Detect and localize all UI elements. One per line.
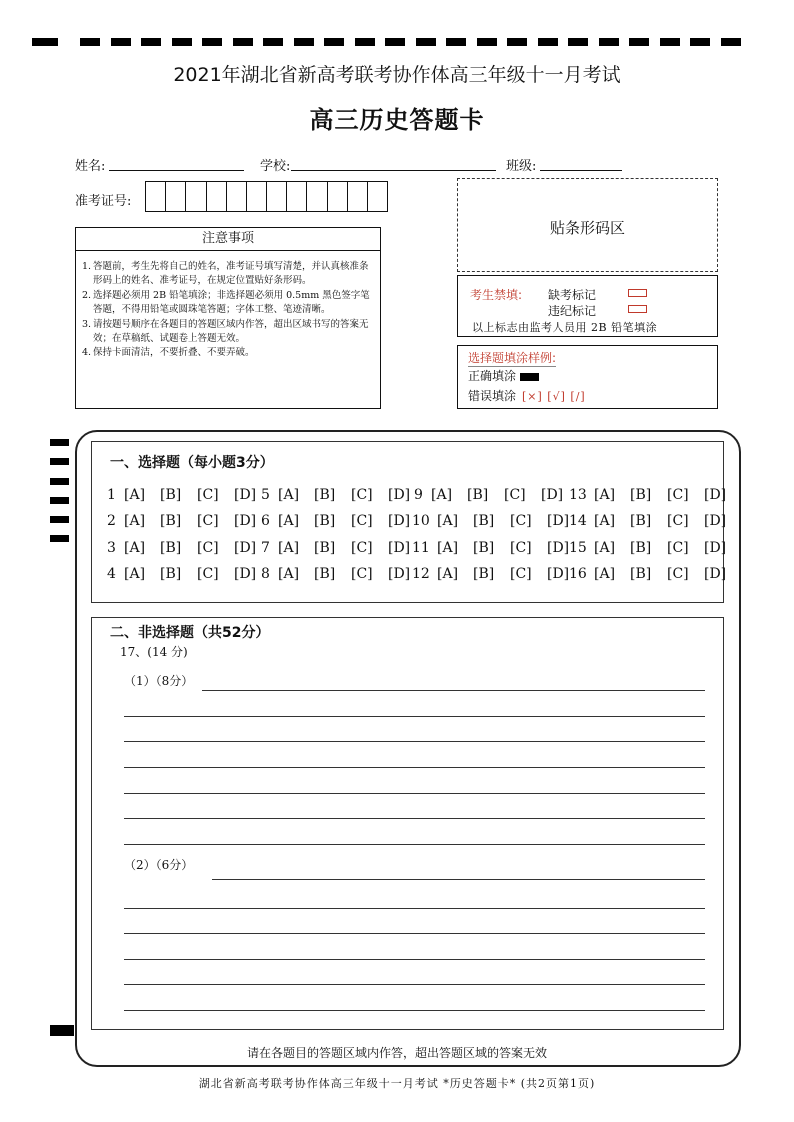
- choice-bubble[interactable]: [B]: [473, 566, 495, 582]
- wrong-fill-row: [468, 387, 586, 404]
- notice-item: 4. 保持卡面清洁，不要折叠、不要弄破。: [82, 347, 255, 359]
- fill-sample-box: [457, 345, 718, 409]
- question-number: 10: [412, 513, 430, 529]
- timing-mark-top: [172, 38, 192, 46]
- exam-id-digit[interactable]: [287, 182, 307, 211]
- timing-mark-top: [477, 38, 497, 46]
- multiple-choice-title: 一、选择题（每小题3分）: [110, 455, 274, 471]
- timing-mark-top: [385, 38, 405, 46]
- choice-bubble[interactable]: [D]: [234, 566, 257, 582]
- exam-id-digit[interactable]: [328, 182, 348, 211]
- proctor-marks-note: 以上标志由监考人员用 2B 铅笔填涂: [472, 321, 658, 334]
- answer-line[interactable]: [124, 793, 705, 794]
- filled-mark-icon: [520, 373, 539, 381]
- timing-mark-top: [446, 38, 466, 46]
- notice-item: 2. 选择题必须用 2B 铅笔填涂；非选择题必须用 0.5mm 黑色签字笔答题，不得用铅笔或圆珠笔答题；字体工整、笔迹清晰。: [82, 289, 370, 316]
- choice-bubble[interactable]: [A]: [278, 487, 300, 503]
- choice-bubble[interactable]: [D]: [704, 540, 727, 556]
- page-footer: 湖北省新高考联考协作体高三年级十一月考试 *历史答题卡* (共2页第1页): [198, 1077, 596, 1090]
- proctor-marks-box: [457, 275, 718, 337]
- exam-id-digit[interactable]: [267, 182, 287, 211]
- proctor-marks-title: 考生禁填:: [470, 288, 523, 302]
- answer-line[interactable]: [124, 1010, 705, 1011]
- choice-bubble[interactable]: [C]: [351, 566, 373, 582]
- name-label: 姓名:: [75, 159, 106, 174]
- exam-id-label: 准考证号:: [75, 194, 132, 209]
- choice-bubble[interactable]: [B]: [314, 540, 336, 556]
- class-field[interactable]: [540, 170, 622, 171]
- choice-bubble[interactable]: [A]: [594, 540, 616, 556]
- choice-bubble[interactable]: [B]: [473, 513, 495, 529]
- choice-bubble[interactable]: [A]: [124, 487, 146, 503]
- choice-bubble[interactable]: [D]: [547, 540, 570, 556]
- choice-bubble[interactable]: [A]: [437, 540, 459, 556]
- absent-mark-box[interactable]: [628, 289, 647, 297]
- timing-mark-left: [50, 439, 69, 446]
- timing-mark-top: [599, 38, 619, 46]
- timing-mark-top: [568, 38, 588, 46]
- exam-id-digit[interactable]: [307, 182, 327, 211]
- question-number: 16: [569, 566, 587, 582]
- question-number: 1: [107, 487, 116, 503]
- choice-bubble[interactable]: [B]: [314, 566, 336, 582]
- choice-bubble[interactable]: [D]: [704, 487, 727, 503]
- choice-bubble[interactable]: [B]: [630, 487, 652, 503]
- choice-bubble[interactable]: [C]: [197, 566, 219, 582]
- exam-id-digit[interactable]: [368, 182, 387, 211]
- question-number: 7: [261, 540, 270, 556]
- school-field[interactable]: [291, 170, 496, 171]
- class-label: 班级:: [506, 159, 537, 174]
- choice-bubble[interactable]: [D]: [388, 540, 411, 556]
- timing-mark-top: [416, 38, 436, 46]
- exam-id-digit[interactable]: [348, 182, 368, 211]
- choice-bubble[interactable]: [B]: [160, 540, 182, 556]
- choice-bubble[interactable]: [C]: [197, 513, 219, 529]
- timing-mark-top: [80, 38, 100, 46]
- exam-id-digit[interactable]: [146, 182, 166, 211]
- choice-bubble[interactable]: [D]: [704, 513, 727, 529]
- choice-bubble[interactable]: [A]: [278, 513, 300, 529]
- timing-mark-top: [263, 38, 283, 46]
- choice-bubble[interactable]: [A]: [278, 566, 300, 582]
- choice-bubble[interactable]: [B]: [630, 566, 652, 582]
- choice-bubble[interactable]: [C]: [667, 487, 689, 503]
- answer-line[interactable]: [124, 908, 705, 909]
- timing-mark-left: [50, 535, 69, 542]
- exam-id-digit[interactable]: [227, 182, 247, 211]
- barcode-area: [457, 178, 718, 272]
- exam-id-digit[interactable]: [247, 182, 267, 211]
- notice-item: 1. 答题前，考生先将自己的姓名，准考证号填写清楚，并认真核准条形码上的姓名、准考证号，在规定位置贴好条形码。: [82, 261, 369, 287]
- violation-mark-box[interactable]: [628, 305, 647, 313]
- question-17-part2-label: （2）（6分）: [124, 858, 194, 872]
- choice-bubble[interactable]: [A]: [431, 487, 453, 503]
- school-label: 学校:: [260, 159, 291, 174]
- question-number: 15: [569, 540, 587, 556]
- choice-row: [104, 487, 727, 507]
- answer-area-warning: 请在各题目的答题区域内作答，超出答题区域的答案无效: [246, 1046, 547, 1060]
- answer-line[interactable]: [124, 844, 705, 845]
- question-17-label: 17、(14 分): [120, 645, 188, 659]
- choice-row: [104, 566, 727, 586]
- question-number: 5: [261, 487, 270, 503]
- timing-mark-left: [50, 516, 69, 523]
- timing-mark-top: [629, 38, 649, 46]
- correct-fill-label: 正确填涂: [468, 369, 517, 383]
- timing-mark-top: [294, 38, 314, 46]
- exam-title: 2021年湖北省新高考联考协作体高三年级十一月考试: [173, 64, 621, 86]
- timing-mark-top: [202, 38, 222, 46]
- timing-mark-top: [141, 38, 161, 46]
- choice-bubble[interactable]: [D]: [704, 566, 727, 582]
- question-number: 6: [261, 513, 270, 529]
- name-field[interactable]: [109, 170, 244, 171]
- answer-line[interactable]: [124, 959, 705, 960]
- answer-line[interactable]: [212, 879, 705, 880]
- choice-bubble[interactable]: [D]: [541, 487, 564, 503]
- choice-bubble[interactable]: [C]: [667, 513, 689, 529]
- question-17-part1-label: （1）（8分）: [124, 674, 194, 688]
- choice-bubble[interactable]: [B]: [467, 487, 489, 503]
- violation-mark-label: 违纪标记: [548, 304, 597, 318]
- choice-bubble[interactable]: [A]: [124, 566, 146, 582]
- written-answer-section: [91, 617, 724, 1030]
- choice-bubble[interactable]: [A]: [124, 513, 146, 529]
- choice-bubble[interactable]: [A]: [124, 540, 146, 556]
- choice-bubble[interactable]: [D]: [547, 513, 570, 529]
- choice-bubble[interactable]: [B]: [160, 487, 182, 503]
- answer-line[interactable]: [124, 716, 705, 717]
- choice-bubble[interactable]: [A]: [594, 566, 616, 582]
- timing-mark-left: [50, 458, 69, 465]
- question-number: 8: [261, 566, 270, 582]
- choice-bubble[interactable]: [B]: [630, 513, 652, 529]
- choice-bubble[interactable]: [A]: [437, 566, 459, 582]
- answer-line[interactable]: [124, 984, 705, 985]
- notice-box: [75, 227, 381, 409]
- choice-bubble[interactable]: [B]: [473, 540, 495, 556]
- notice-title: 注意事项: [76, 228, 380, 251]
- choice-bubble[interactable]: [B]: [160, 513, 182, 529]
- choice-bubble[interactable]: [B]: [314, 513, 336, 529]
- question-number: 11: [412, 540, 430, 556]
- choice-bubble[interactable]: [C]: [510, 566, 532, 582]
- notice-list: [76, 251, 380, 361]
- answer-line[interactable]: [202, 690, 705, 691]
- question-number: 3: [107, 540, 116, 556]
- choice-bubble[interactable]: [C]: [351, 513, 373, 529]
- choice-bubble[interactable]: [D]: [234, 540, 257, 556]
- timing-mark-top: [690, 38, 710, 46]
- choice-bubble[interactable]: [C]: [197, 540, 219, 556]
- timing-mark-left-bottom: [50, 1025, 74, 1036]
- choice-bubble[interactable]: [D]: [234, 513, 257, 529]
- exam-id-boxes[interactable]: [145, 181, 388, 212]
- choice-bubble[interactable]: [C]: [504, 487, 526, 503]
- choice-bubble[interactable]: [D]: [388, 487, 411, 503]
- answer-line[interactable]: [124, 767, 705, 768]
- choice-bubble[interactable]: [C]: [510, 540, 532, 556]
- choice-bubble[interactable]: [A]: [594, 513, 616, 529]
- choice-bubble[interactable]: [A]: [437, 513, 459, 529]
- choice-bubble[interactable]: [A]: [278, 540, 300, 556]
- choice-bubble[interactable]: [B]: [160, 566, 182, 582]
- timing-mark-top: [111, 38, 131, 46]
- multiple-choice-section: [91, 441, 727, 603]
- timing-mark-top: [324, 38, 344, 46]
- timing-mark-top: [233, 38, 253, 46]
- choice-bubble[interactable]: [C]: [351, 487, 373, 503]
- question-number: 14: [569, 513, 587, 529]
- timing-mark-top: [660, 38, 680, 46]
- choice-bubble[interactable]: [B]: [630, 540, 652, 556]
- absent-mark-label: 缺考标记: [548, 288, 597, 302]
- timing-mark-top: [507, 38, 527, 46]
- question-number: 12: [412, 566, 430, 582]
- timing-mark-top: [721, 38, 741, 46]
- answer-line[interactable]: [124, 741, 705, 742]
- choice-bubble[interactable]: [C]: [667, 566, 689, 582]
- timing-mark-top: [538, 38, 558, 46]
- timing-mark-top: [355, 38, 375, 46]
- answer-line[interactable]: [124, 933, 705, 934]
- choice-bubble[interactable]: [C]: [510, 513, 532, 529]
- choice-bubble[interactable]: [D]: [388, 513, 411, 529]
- choice-row: [104, 540, 727, 560]
- choice-bubble[interactable]: [D]: [388, 566, 411, 582]
- question-number: 9: [414, 487, 423, 503]
- fill-sample-title: 选择题填涂样例:: [468, 351, 557, 365]
- wrong-marks: [×] [√] [/]: [522, 390, 586, 403]
- choice-bubble[interactable]: [C]: [351, 540, 373, 556]
- wrong-fill-label: 错误填涂: [468, 389, 517, 403]
- timing-mark-left: [50, 497, 69, 504]
- written-answer-title: 二、非选择题（共52分）: [110, 625, 270, 641]
- timing-mark-left: [50, 478, 69, 485]
- correct-fill-row: [468, 367, 539, 384]
- barcode-label: 贴条形码区: [549, 219, 625, 237]
- choice-bubble[interactable]: [A]: [594, 487, 616, 503]
- choice-bubble[interactable]: [C]: [667, 540, 689, 556]
- card-title: 高三历史答题卡: [309, 106, 485, 134]
- exam-id-digit[interactable]: [186, 182, 206, 211]
- choice-row: [104, 513, 727, 533]
- answer-line[interactable]: [124, 818, 705, 819]
- choice-bubble[interactable]: [C]: [197, 487, 219, 503]
- notice-item: 3. 请按题号顺序在各题目的答题区域内作答，超出区域书写的答案无效；在草稿纸、试题卷上答题无效。: [82, 318, 369, 345]
- timing-mark-top-long: [32, 38, 58, 46]
- choice-bubble[interactable]: [D]: [547, 566, 570, 582]
- choice-bubble[interactable]: [B]: [314, 487, 336, 503]
- question-number: 4: [107, 566, 116, 582]
- exam-id-digit[interactable]: [207, 182, 227, 211]
- question-number: 13: [569, 487, 587, 503]
- exam-id-digit[interactable]: [166, 182, 186, 211]
- choice-bubble[interactable]: [D]: [234, 487, 257, 503]
- question-number: 2: [107, 513, 116, 529]
